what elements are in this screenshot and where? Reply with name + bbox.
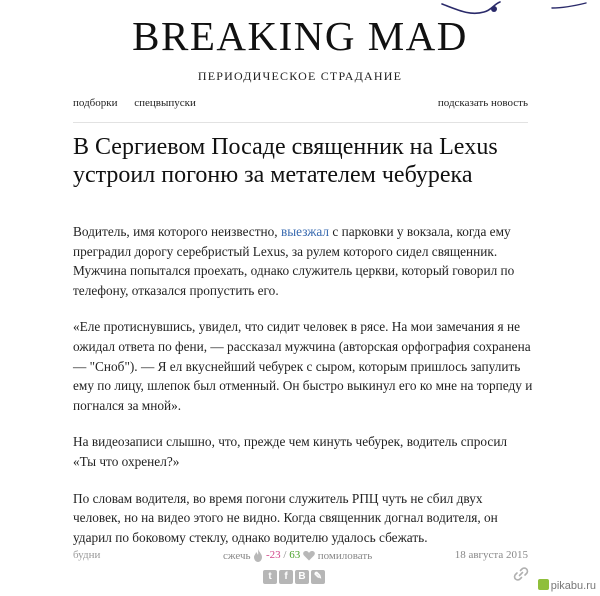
nav-left <box>73 97 210 109</box>
nav-item-special-issues[interactable]: спецвыпуски <box>134 97 196 109</box>
publish-date: 18 августа 2015 <box>454 549 528 561</box>
article-footer <box>73 547 528 563</box>
article-paragraph-3: На видеозаписи слышно, что, прежде чем кинуть чебурек, водитель спросил «Ты что охренел?» <box>73 434 508 469</box>
paragraph-1-text-start: Водитель, имя которого неизвестно, <box>73 224 281 239</box>
article-paragraph-1 <box>73 222 533 300</box>
suggest-news-link[interactable]: подсказать новость <box>437 97 528 109</box>
pardon-label: помиловать <box>317 549 373 562</box>
nav-divider <box>73 122 528 123</box>
site-logo[interactable]: BREAKING MAD <box>132 13 468 59</box>
watermark <box>538 579 596 592</box>
nav-right <box>438 96 528 110</box>
burn-button[interactable] <box>223 547 251 563</box>
nav-item-collections[interactable]: подборки <box>73 97 118 109</box>
article-tag[interactable]: будни <box>73 549 101 561</box>
vk-icon[interactable]: B <box>295 570 309 584</box>
share-buttons <box>263 566 327 582</box>
article-body <box>73 222 533 564</box>
permalink-icon[interactable] <box>513 566 529 582</box>
article-paragraph-2: «Еле протиснувшись, увидел, что сидит человек в рясе. На мои замечания я не ожидал ответа по фени, — рассказал мужчина (авторская орфография сохранена — "Сноб"). — Я ел вкуснейший чебурек с сыром, которым пришлось запулить ему по лицу, шлепок был отменный. Он быстро выкинул его ко мне на торпеду и погнался за мной». <box>73 319 533 413</box>
heart-icon[interactable] <box>303 550 315 561</box>
pardon-button[interactable] <box>318 547 372 563</box>
minus-count: -23 <box>266 549 281 562</box>
burn-label: сжечь <box>223 549 251 562</box>
facebook-icon[interactable]: f <box>279 570 293 584</box>
fire-icon[interactable] <box>253 549 263 562</box>
watermark-text: pikabu.ru <box>550 580 596 592</box>
masthead <box>0 12 600 84</box>
paragraph-1-text-end: с парковки у вокзала, когда ему преградил дорогу серебристый Lexus, за рулем которого сидел священник. Мужчина попытался проехать, однако служитель церкви, который говорил по телефону, отказался пропустить его. <box>73 224 515 298</box>
site-tagline: ПЕРИОДИЧЕСКОЕ СТРАДАНИЕ <box>197 69 403 83</box>
plus-count: 63 <box>289 549 301 562</box>
pikabu-logo-icon <box>538 579 549 590</box>
livejournal-icon[interactable]: ✎ <box>311 570 325 584</box>
top-nav <box>73 96 528 110</box>
article-title: В Сергиевом Посаде священник на Lexus устроил погоню за метателем чебурека <box>73 134 498 188</box>
vote-bar <box>223 547 423 564</box>
source-link[interactable]: выезжал <box>280 224 330 239</box>
twitter-icon[interactable]: t <box>263 570 277 584</box>
vote-separator: / <box>283 549 287 562</box>
article-paragraph-4: По словам водителя, во время погони служитель РПЦ чуть не сбил двух человек, но на видео этого не видно. Когда священник догнал водителя, он ударил по боковому стеклу, однако водителю удалось сбежать. <box>73 490 498 545</box>
